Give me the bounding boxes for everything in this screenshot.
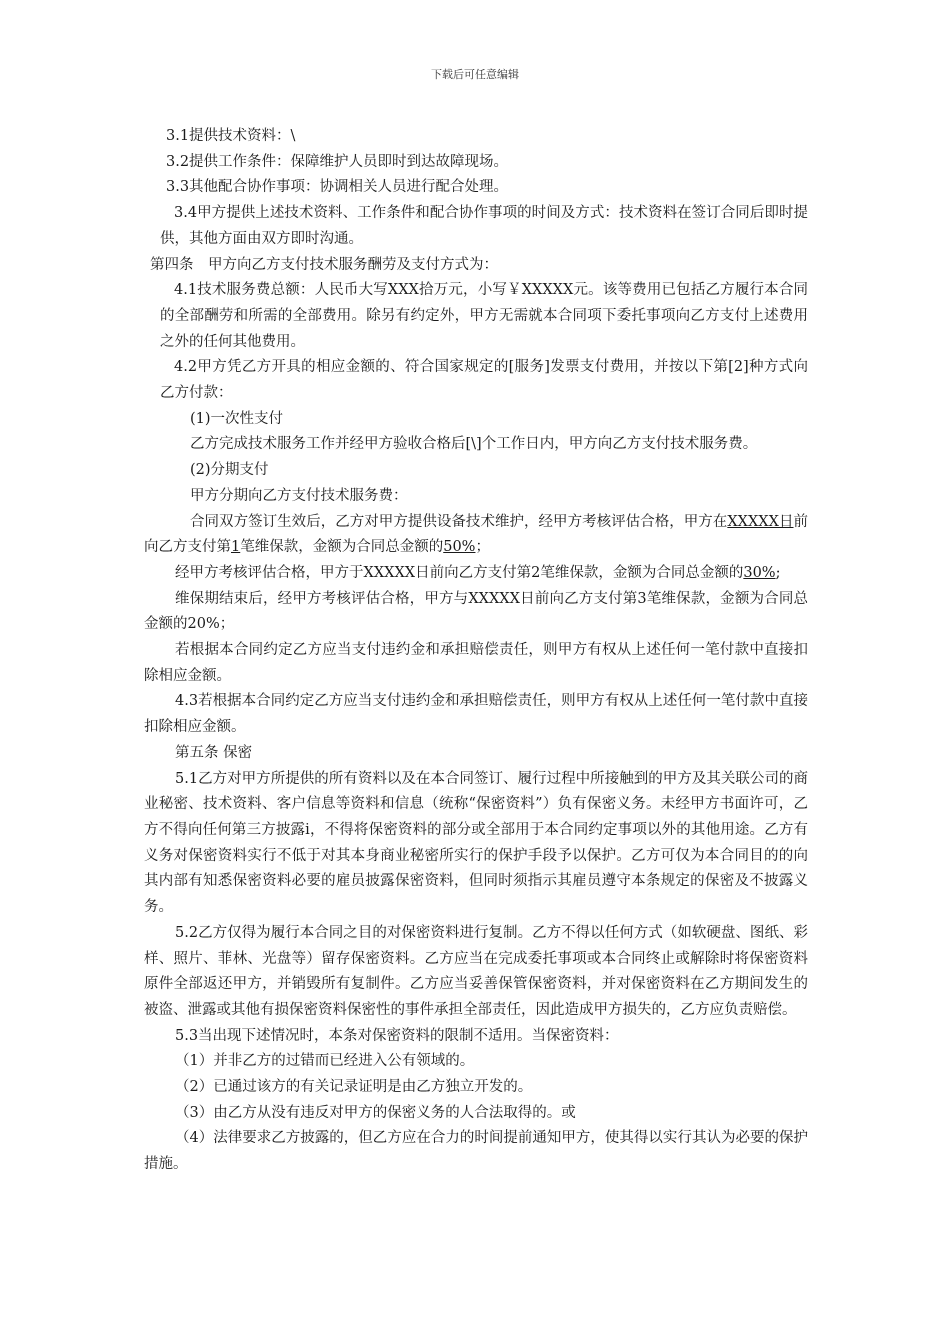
clause-4-2: 4.2甲方凭乙方开具的相应金额的、符合国家规定的[服务]发票支付费用，并按以下第[2]种方式向乙方付款： [160,359,808,402]
option-2-intro: 甲方分期向乙方支付技术服务费： [190,487,408,504]
clause-5-2: 5.2乙方仅得为履行本合同之目的对保密资料进行复制。乙方不得以任何方式（如软硬盘、图纸、彩样、照片、菲林、光盘等）留存保密资料。乙方应当在完成委托事项或本合同终止或解除时将保密资料原件全部返还甲方，并销毁所有复制件。乙方应当妥善保管保密资料，并对保密资料在乙方期间发生的被盗、泄露或其他有损保密资料保密性的事件承担全部责任，因此造成甲方损失的，乙方应负责赔偿。 [144,924,808,1018]
installment-2-pre: 经甲方考核评估合格，甲方于XXXXX日前向乙方支付第2笔维保款，金额为合同总金额的 [175,564,744,581]
exception-2: （2）已通过该方的有关记录证明是由乙方独立开发的。 [175,1079,533,1096]
article-4-heading: 第四条 甲方向乙方支付技术服务酬劳及支付方式为： [150,256,498,273]
option-2-heading: (2)分期支付 [190,462,269,479]
installment-1-number: 1 [231,539,241,556]
exception-1: （1）并非乙方的过错而已经进入公有领域的。 [175,1053,475,1070]
installment-2 [144,561,808,587]
page-header: 下载后可任意编辑 [431,68,519,81]
clause-3-2: 3.2提供工作条件：保障维护人员即时到达故障现场。 [166,153,509,170]
option-1-text: 乙方完成技术服务工作并经甲方验收合格后[\]个工作日内，甲方向乙方支付技术服务费。 [190,436,758,453]
installment-1-post: ； [475,539,490,556]
clause-4-1: 4.1技术服务费总额：人民币大写XXX拾万元，小写￥XXXXX元。该等费用已包括乙方履行本合同的全部酬劳和所需的全部费用。除另有约定外，甲方无需就本合同项下委托事项向乙方支付上述费用之外的任何其他费用。 [160,282,808,350]
installment-1-percent: 50% [443,539,476,556]
installment-1-pre: 合同双方签订生效后，乙方对甲方提供设备技术维护，经甲方考核评估合格，甲方在 [190,513,728,530]
article-5-heading: 第五条 保密 [175,744,253,761]
exception-4: （4）法律要求乙方披露的，但乙方应在合力的时间提前通知甲方，使其得以实行其认为必要的保护措施。 [144,1130,808,1173]
installment-2-post: ; [775,564,781,581]
document-body [144,124,808,1178]
clause-3-1: 3.1提供技术资料：\ [166,128,296,144]
installment-3: 维保期结束后，经甲方考核评估合格，甲方与XXXXX日前向乙方支付第3笔维保款，金额为合同总金额的20%； [144,590,808,633]
clause-5-1: 5.1乙方对甲方所提供的所有资料以及在本合同签订、履行过程中所接触到的甲方及其关联公司的商业秘密、技术资料、客户信息等资料和信息（统称“保密资料”）负有保密义务。未经甲方书面许可，乙方不得向任何第三方披露i，不得将保密资料的部分或全部用于本合同约定事项以外的其他用途。乙方有义务对保密资料实行不低于对其本身商业秘密所实行的保护手段予以保护。乙方可仅为本合同目的的向其内部有知悉保密资料必要的雇员披露保密资料，但同时须指示其雇员遵守本条规定的保密及不披露义务。 [144,770,808,916]
installment-1-date: XXXXX日 [727,513,794,530]
exception-3: （3）由乙方从没有违反对甲方的保密义务的人合法取得的。或 [175,1104,576,1121]
installment-1-mid2: 笔维保款，金额为合同总金额的 [240,539,444,556]
option-1-heading: (1)一次性支付 [190,410,284,427]
deduction-note: 若根据本合同约定乙方应当支付违约金和承担赔偿责任，则甲方有权从上述任何一笔付款中直接扣除相应金额。 [144,642,808,684]
clause-3-4: 3.4甲方提供上述技术资料、工作条件和配合协作事项的时间及方式：技术资料在签订合同后即时提供，其他方面由双方即时沟通。 [160,205,808,247]
clause-5-3: 5.3当出现下述情况时，本条对保密资料的限制不适用。当保密资料： [175,1027,619,1044]
clause-3-3: 3.3其他配合协作事项：协调相关人员进行配合处理。 [166,179,509,196]
clause-4-3: 4.3若根据本合同约定乙方应当支付违约金和承担赔偿责任，则甲方有权从上述任何一笔付款中直接扣除相应金额。 [144,693,808,736]
installment-1 [144,510,808,561]
installment-2-percent: 30% [743,564,776,581]
installment-1-mid1: 前向乙方支付第 [144,513,808,556]
